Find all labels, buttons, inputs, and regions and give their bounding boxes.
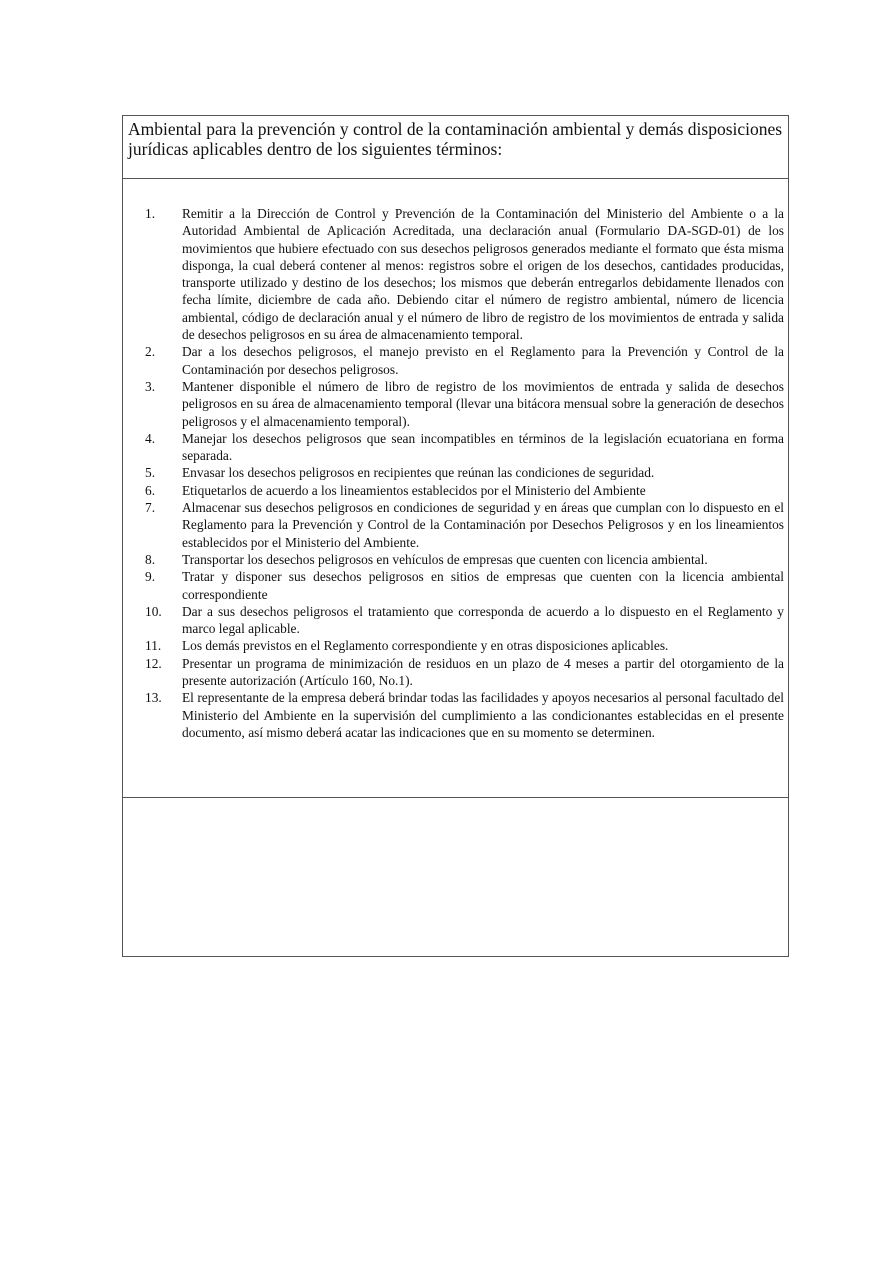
list-item [123,482,784,499]
list-item [123,464,784,481]
item-number: 5. [145,465,156,481]
item-text: Manejar los desechos peligrosos que sean incompatibles en términos de la legislación ecuatoriana en forma separada. [182,430,784,464]
content-table [122,115,789,957]
item-number: 3. [145,378,156,394]
item-number: 9. [145,569,156,585]
obligations-list [123,205,784,741]
item-number: 7. [145,500,156,516]
item-text: Transportar los desechos peligrosos en vehículos de empresas que cuenten con licencia ambiental. [182,551,708,567]
item-text: Dar a los desechos peligrosos, el manejo previsto en el Reglamento para la Prevención y Control de la Contaminación por desechos peligrosos. [182,344,784,377]
list-item [123,637,784,654]
intro-text: Ambiental para la prevención y control de la contaminación ambiental y demás disposiciones jurídicas aplicables dentro de los siguientes términos: [128,119,783,159]
item-number: 12. [145,655,162,671]
list-item [123,655,784,690]
item-number: 10. [145,603,162,619]
list-item [123,551,784,568]
item-text: Remitir a la Dirección de Control y Prevención de la Contaminación del Ministerio del Ambiente o a la Autoridad Ambiental de Aplicación Acreditada, una declaración anual (Formulario DA-SGD-01) de los movimientos que hubiere efectuado con sus desechos peligrosos generados mediante el formato que ésta misma disponga, la cual deberá contener al menos: registros sobre el origen de los desechos, cantidades producidas, transporte utilizado y destino de los desechos; los mismos que deberán entregarlos debidamente llenados con fecha límite, diciembre de cada año. Debiendo citar el número de registro ambiental, número de licencia ambiental, código de declaración anual y el número de libro de registro de los movimientos de entrada y salida de desechos peligrosos en su área de almacenamiento temporal. [182,206,784,343]
list-item [123,430,784,465]
item-text: Presentar un programa de minimización de residuos en un plazo de 4 meses a partir del otorgamiento de la presente autorización (Artículo 160, No.1). [182,655,784,689]
item-number: 8. [145,551,156,567]
list-item [123,603,784,638]
item-text: Dar a sus desechos peligrosos el tratamiento que corresponda de acuerdo a lo dispuesto en el Reglamento y marco legal aplicable. [182,603,784,637]
item-number: 6. [145,482,156,498]
item-number: 2. [145,344,156,360]
list-item [123,568,784,603]
item-number: 4. [145,430,156,446]
intro-cell [123,116,788,179]
item-number: 1. [145,206,156,221]
obligations-cell [123,179,788,798]
item-text: Envasar los desechos peligrosos en recipientes que reúnan las condiciones de seguridad. [182,465,655,481]
item-number: 13. [145,690,162,706]
list-item [123,378,784,430]
item-text: El representante de la empresa deberá brindar todas las facilidades y apoyos necesarios al personal facultado del Ministerio del Ambiente en la supervisión del cumplimiento a las condicionantes establecidas en el presente documento, así mismo deberá acatar las indicaciones que en su momento se determinen. [182,690,784,740]
list-item [123,499,784,551]
list-item [123,343,784,378]
item-text: Mantener disponible el número de libro de registro de los movimientos de entrada y salida de desechos peligrosos en su área de almacenamiento temporal (llevar una bitácora mensual sobre la generación de desechos peligrosos y el almacenamiento temporal). [182,378,784,429]
empty-cell [123,798,788,956]
item-text: Tratar y disponer sus desechos peligrosos en sitios de empresas que cuenten con la licencia ambiental correspondiente [182,569,784,602]
list-item [123,205,784,343]
item-text: Almacenar sus desechos peligrosos en condiciones de seguridad y en áreas que cumplan con lo dispuesto en el Reglamento para la Prevención y Control de la Contaminación por Desechos Peligrosos y en los lineamientos establecidos por el Ministerio del Ambiente. [182,500,784,550]
item-text: Los demás previstos en el Reglamento correspondiente y en otras disposiciones aplicables. [182,638,669,654]
list-item [123,689,784,741]
item-text: Etiquetarlos de acuerdo a los lineamientos establecidos por el Ministerio del Ambiente [182,482,646,498]
item-number: 11. [145,638,162,654]
